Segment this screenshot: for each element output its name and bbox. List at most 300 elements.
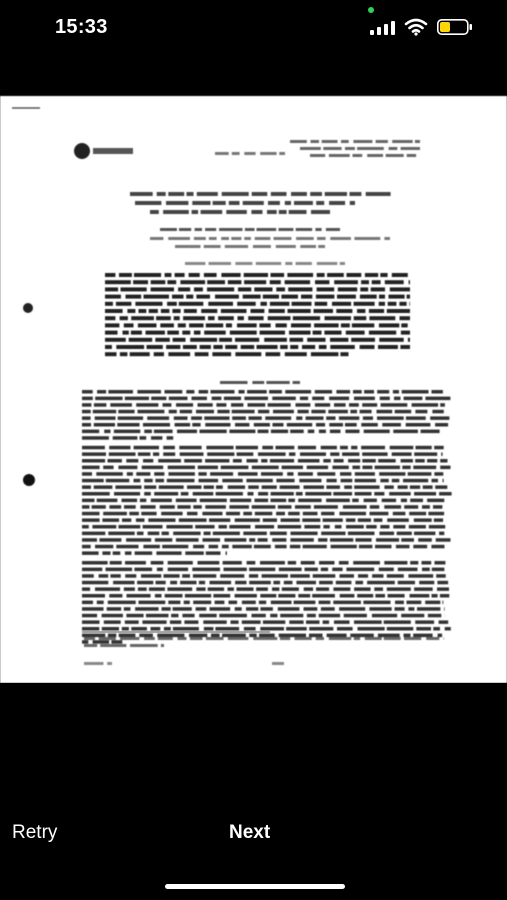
text-smudge: [435, 485, 447, 489]
text-smudge: [339, 607, 365, 611]
text-smudge: [193, 601, 211, 605]
text-smudge: [220, 574, 244, 578]
text-smudge: [264, 338, 287, 342]
text-smudge: [430, 416, 449, 420]
text-smudge: [408, 574, 433, 578]
text-smudge: [290, 338, 304, 342]
text-smudge: [208, 316, 215, 320]
text-smudge: [347, 273, 362, 277]
text-smudge: [268, 316, 291, 320]
text-smudge: [176, 499, 197, 503]
text-smudge: [426, 637, 439, 640]
text-smudge: [375, 466, 400, 470]
text-smudge: [206, 637, 224, 640]
text-smudge: [407, 601, 422, 605]
text-smudge: [327, 634, 347, 638]
text-smudge: [296, 403, 311, 407]
text-smudge: [148, 518, 175, 522]
text-smudge: [357, 147, 384, 150]
text-smudge: [348, 532, 375, 536]
text-smudge: [330, 430, 341, 434]
text-smudge: [346, 525, 364, 529]
text-smudge: [410, 594, 430, 598]
text-smudge: [94, 423, 115, 427]
text-smudge: [249, 581, 271, 585]
text-smudge: [437, 581, 448, 585]
text-smudge: [196, 587, 205, 591]
text-smudge: [276, 287, 285, 291]
text-smudge: [82, 485, 91, 489]
text-smudge: [119, 273, 132, 277]
text-smudge: [414, 587, 433, 591]
text-smudge: [131, 316, 154, 320]
text-smudge: [186, 390, 194, 394]
text-smudge: [82, 416, 91, 420]
text-smudge: [82, 640, 88, 644]
text-smudge: [200, 430, 227, 434]
text-smudge: [298, 446, 316, 450]
text-smudge: [372, 614, 397, 618]
text-smudge: [187, 192, 194, 196]
text-smudge: [301, 295, 312, 299]
text-smudge: [241, 345, 255, 349]
retry-button[interactable]: Retry: [12, 822, 58, 843]
text-smudge: [374, 587, 383, 591]
text-smudge: [193, 545, 204, 549]
text-smudge: [105, 287, 118, 291]
text-smudge: [222, 479, 242, 483]
text-smudge: [180, 581, 196, 585]
text-smudge: [171, 614, 178, 618]
text-smudge: [321, 568, 328, 572]
text-smudge: [124, 587, 135, 591]
text-smudge: [321, 446, 337, 450]
text-smudge: [226, 551, 227, 555]
home-indicator[interactable]: [165, 884, 345, 889]
text-smudge: [285, 352, 307, 356]
text-smudge: [293, 381, 300, 384]
text-smudge: [288, 512, 300, 516]
text-smudge: [312, 397, 324, 401]
scanned-document-preview: [0, 96, 507, 683]
text-smudge: [247, 561, 256, 565]
text-smudge: [393, 525, 405, 529]
text-smudge: [249, 538, 255, 542]
text-smudge: [360, 295, 377, 299]
text-smudge: [422, 561, 432, 565]
text-smudge: [252, 614, 266, 618]
text-smudge: [387, 587, 411, 591]
text-smudge: [290, 538, 313, 542]
text-smudge: [198, 403, 213, 407]
text-smudge: [174, 316, 180, 320]
text-smudge: [384, 620, 411, 624]
text-smudge: [314, 323, 339, 327]
text-smudge: [224, 397, 241, 401]
text-smudge: [102, 614, 123, 618]
text-smudge: [354, 302, 375, 306]
text-smudge: [135, 302, 162, 306]
text-smudge: [237, 452, 254, 456]
text-smudge: [165, 594, 183, 598]
text-smudge: [168, 601, 180, 605]
text-smudge: [296, 416, 302, 420]
text-smudge: [384, 485, 393, 489]
text-smudge: [253, 637, 277, 640]
text-smudge: [387, 627, 414, 631]
text-smudge: [154, 352, 164, 356]
text-smudge: [177, 505, 190, 509]
text-smudge: [232, 152, 240, 155]
text-smudge: [194, 287, 203, 291]
text-smudge: [354, 397, 375, 401]
text-smudge: [273, 423, 284, 427]
text-smudge: [184, 459, 202, 463]
text-smudge: [126, 538, 151, 542]
text-smudge: [353, 154, 363, 157]
text-smudge: [143, 525, 163, 529]
text-smudge: [169, 397, 188, 401]
text-smudge: [125, 574, 136, 578]
journal-logo: [74, 143, 133, 159]
text-smudge: [276, 245, 296, 248]
text-smudge: [219, 338, 232, 342]
text-smudge: [105, 273, 115, 277]
text-smudge: [184, 620, 198, 624]
text-smudge: [306, 620, 320, 624]
text-smudge: [82, 594, 105, 598]
text-smudge: [350, 634, 374, 638]
text-smudge: [82, 627, 99, 631]
bottom-controls: [0, 683, 507, 900]
text-smudge: [307, 614, 316, 618]
text-smudge: [261, 459, 267, 463]
text-smudge: [204, 331, 226, 335]
text-smudge: [179, 302, 204, 306]
text-smudge: [353, 561, 380, 565]
text-smudge: [218, 316, 234, 320]
text-smudge: [150, 210, 159, 214]
text-smudge: [431, 545, 444, 549]
text-smudge: [361, 446, 385, 450]
text-smudge: [82, 505, 90, 509]
text-smudge: [147, 416, 169, 420]
text-smudge: [271, 430, 288, 434]
text-smudge: [322, 140, 338, 143]
text-smudge: [263, 620, 285, 624]
text-smudge: [102, 518, 119, 522]
text-smudge: [187, 512, 198, 516]
text-smudge: [105, 323, 119, 327]
text-smudge: [134, 479, 141, 483]
text-smudge: [125, 561, 146, 565]
text-smudge: [429, 525, 445, 529]
text-smudge: [270, 302, 290, 306]
text-smudge: [159, 485, 184, 489]
text-smudge: [294, 201, 313, 205]
text-smudge: [440, 459, 447, 463]
text-smudge: [179, 518, 207, 522]
text-smudge: [223, 561, 242, 565]
text-smudge: [319, 601, 331, 605]
text-smudge: [289, 210, 307, 214]
text-smudge: [401, 614, 424, 618]
text-smudge: [346, 331, 365, 335]
text-smudge: [302, 345, 315, 349]
text-smudge: [282, 587, 299, 591]
text-smudge: [344, 614, 367, 618]
text-smudge: [137, 581, 153, 585]
text-smudge: [219, 228, 242, 231]
text-smudge: [328, 410, 348, 414]
text-smudge: [362, 403, 377, 407]
text-smudge: [401, 538, 414, 542]
text-smudge: [443, 479, 444, 483]
text-smudge: [318, 245, 325, 248]
text-smudge: [280, 614, 303, 618]
text-smudge: [216, 492, 243, 496]
text-smudge: [334, 459, 344, 463]
text-smudge: [321, 512, 334, 516]
text-smudge: [272, 587, 279, 591]
text-smudge: [82, 390, 93, 394]
text-smudge: [370, 512, 389, 516]
text-smudge: [206, 551, 221, 555]
text-smudge: [151, 287, 174, 291]
text-smudge: [107, 662, 112, 665]
text-smudge: [82, 479, 104, 483]
text-smudge: [133, 280, 148, 284]
cellular-signal-icon: [370, 21, 396, 35]
text-smudge: [311, 140, 320, 143]
text-smudge: [114, 492, 140, 496]
text-smudge: [410, 499, 423, 503]
text-smudge: [168, 352, 190, 356]
text-smudge: [340, 574, 355, 578]
text-smudge: [433, 627, 440, 631]
text-smudge: [203, 620, 226, 624]
text-smudge: [136, 472, 150, 476]
status-time: 15:33: [55, 16, 108, 38]
text-smudge: [314, 505, 338, 509]
text-smudge: [155, 479, 164, 483]
text-smudge: [176, 538, 199, 542]
text-smudge: [371, 287, 385, 291]
text-smudge: [364, 430, 390, 434]
text-smudge: [115, 485, 141, 489]
text-smudge: [228, 587, 234, 591]
text-smudge: [143, 545, 160, 549]
text-smudge: [168, 237, 190, 240]
text-smudge: [162, 532, 169, 536]
text-smudge: [105, 316, 115, 320]
text-smudge: [229, 601, 238, 605]
text-smudge: [237, 587, 254, 591]
text-smudge: [345, 147, 355, 150]
text-smudge: [311, 410, 325, 414]
text-smudge: [84, 662, 104, 665]
text-smudge: [180, 280, 205, 284]
text-smudge: [439, 492, 452, 496]
text-smudge: [355, 538, 371, 542]
text-smudge: [194, 331, 201, 335]
text-smudge: [105, 331, 118, 335]
text-smudge: [390, 446, 414, 450]
text-smudge: [340, 594, 355, 598]
text-smudge: [414, 452, 437, 456]
text-smudge: [248, 316, 263, 320]
text-smudge: [192, 201, 210, 205]
text-smudge: [134, 273, 161, 277]
text-smudge: [276, 479, 294, 483]
text-smudge: [439, 532, 444, 536]
text-smudge: [288, 287, 312, 291]
text-smudge: [410, 561, 418, 565]
text-smudge: [165, 390, 183, 394]
text-smudge: [352, 466, 360, 470]
text-smudge: [211, 390, 235, 394]
text-smudge: [315, 403, 330, 407]
text-smudge: [136, 403, 158, 407]
text-smudge: [413, 634, 432, 638]
text-smudge: [161, 309, 170, 313]
text-smudge: [105, 302, 113, 306]
text-smudge: [355, 492, 372, 496]
text-smudge: [182, 574, 190, 578]
text-smudge: [238, 316, 244, 320]
text-smudge: [332, 568, 342, 572]
text-smudge: [230, 499, 251, 503]
text-smudge: [288, 561, 296, 565]
text-smudge: [82, 512, 100, 516]
text-smudge: [82, 561, 108, 565]
text-smudge: [144, 637, 155, 640]
text-smudge: [118, 466, 137, 470]
text-smudge: [415, 620, 434, 624]
text-smudge: [319, 430, 326, 434]
text-smudge: [388, 594, 405, 598]
text-smudge: [246, 479, 272, 483]
text-smudge: [82, 620, 100, 624]
text-smudge: [300, 245, 316, 248]
text-smudge: [151, 561, 164, 565]
text-smudge: [325, 316, 352, 320]
text-smudge: [167, 331, 179, 335]
text-smudge: [182, 331, 190, 335]
text-smudge: [82, 452, 106, 456]
text-smudge: [258, 430, 269, 434]
text-smudge: [208, 587, 224, 591]
text-smudge: [82, 538, 97, 542]
text-smudge: [402, 390, 429, 394]
text-smudge: [287, 423, 312, 427]
text-smudge: [434, 518, 443, 522]
text-smudge: [278, 607, 300, 611]
text-smudge: [255, 525, 274, 529]
text-smudge: [178, 323, 186, 327]
text-smudge: [243, 295, 261, 299]
text-smudge: [235, 423, 249, 427]
text-smudge: [124, 323, 134, 327]
text-smudge: [403, 479, 428, 483]
text-smudge: [110, 561, 122, 565]
text-smudge: [321, 532, 345, 536]
text-smudge: [207, 280, 225, 284]
text-smudge: [221, 309, 247, 313]
text-smudge: [113, 436, 138, 440]
text-smudge: [255, 512, 272, 516]
text-smudge: [388, 302, 397, 306]
text-smudge: [339, 416, 359, 420]
text-smudge: [445, 627, 451, 631]
text-smudge: [337, 295, 356, 299]
text-smudge: [82, 525, 89, 529]
text-smudge: [160, 228, 177, 231]
text-smudge: [280, 637, 290, 640]
text-smudge: [126, 459, 138, 463]
text-smudge: [142, 620, 166, 624]
text-smudge: [217, 410, 229, 414]
text-smudge: [427, 459, 437, 463]
text-smudge: [105, 352, 117, 356]
text-smudge: [330, 452, 339, 456]
text-smudge: [107, 607, 122, 611]
text-smudge: [413, 545, 427, 549]
text-smudge: [285, 280, 311, 284]
next-button[interactable]: Next: [229, 822, 271, 843]
text-smudge: [279, 210, 287, 214]
text-smudge: [204, 273, 217, 277]
text-smudge: [148, 532, 160, 536]
text-smudge: [82, 397, 93, 401]
text-smudge: [105, 309, 123, 313]
text-smudge: [137, 532, 144, 536]
text-smudge: [210, 607, 231, 611]
text-smudge: [199, 614, 217, 618]
text-smudge: [158, 637, 173, 640]
text-smudge: [271, 273, 285, 277]
text-smudge: [151, 499, 172, 503]
text-smudge: [285, 201, 291, 205]
text-smudge: [216, 403, 226, 407]
text-smudge: [185, 262, 205, 265]
text-smudge: [271, 492, 294, 496]
text-smudge: [157, 568, 163, 572]
text-smudge: [175, 245, 201, 248]
text-smudge: [377, 410, 393, 414]
text-smudge: [174, 416, 188, 420]
text-smudge: [323, 620, 330, 624]
text-smudge: [172, 295, 184, 299]
text-smudge: [363, 601, 390, 605]
text-smudge: [82, 466, 100, 470]
text-smudge: [355, 581, 363, 585]
text-smudge: [387, 518, 409, 522]
text-smudge: [377, 390, 389, 394]
text-smudge: [401, 323, 407, 327]
text-smudge: [173, 338, 186, 342]
text-smudge: [365, 273, 378, 277]
text-smudge: [444, 607, 445, 611]
text-smudge: [313, 574, 336, 578]
text-smudge: [154, 492, 178, 496]
text-smudge: [189, 273, 200, 277]
text-smudge: [231, 237, 241, 240]
text-smudge: [208, 302, 233, 306]
text-smudge: [168, 568, 188, 572]
text-smudge: [213, 594, 230, 598]
text-smudge: [291, 323, 311, 327]
